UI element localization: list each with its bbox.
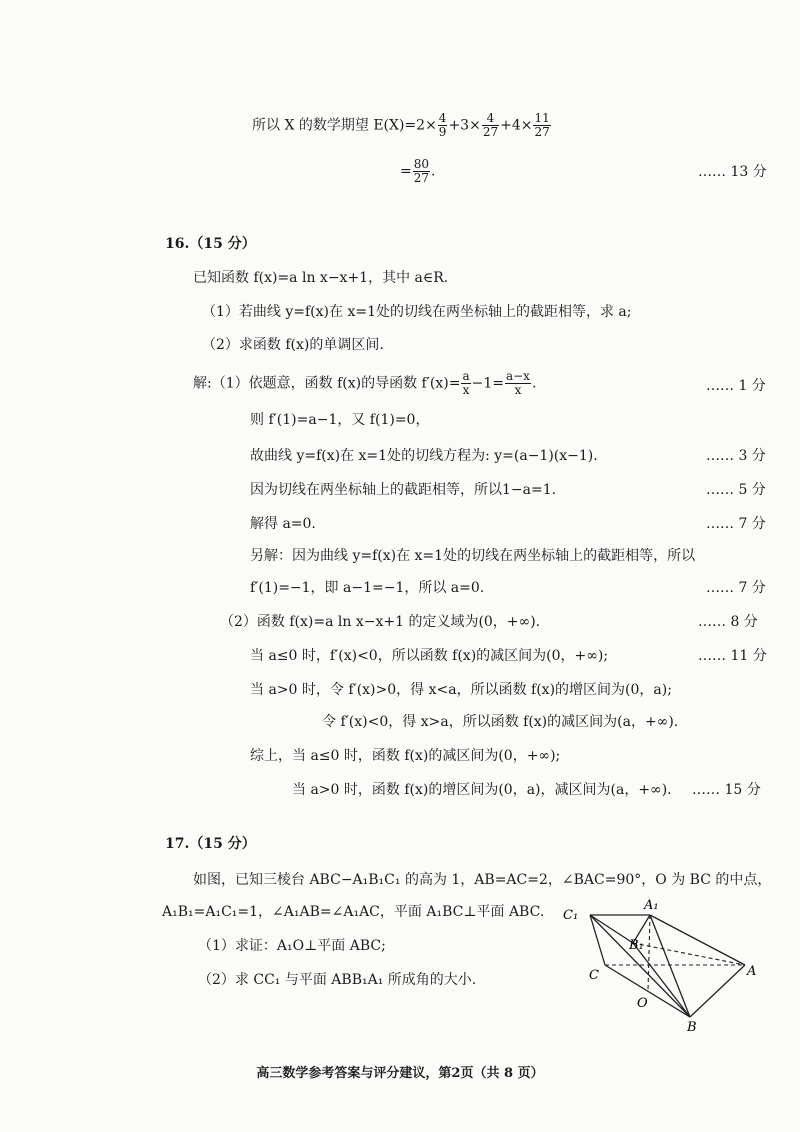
q16-stem: 已知函数 f(x)=a ln x−x+1，其中 a∈R.	[193, 270, 449, 286]
q16-p2-line3: 当 a>0 时，令 f′(x)>0，得 x<a，所以函数 f(x)的增区间为(0，a);	[250, 682, 672, 698]
q16-p2-line6: 当 a>0 时，函数 f(x)的增区间为(0，a)，减区间为(a，+∞).	[292, 782, 672, 798]
fraction: $\frac{4}{27}$	[482, 111, 499, 139]
label-C1: C₁	[563, 908, 579, 923]
label-C: C	[589, 968, 599, 983]
expectation-line: 所以 X 的数学期望 E(X)=2× $\frac{4}{9}$ +3× $\frac{4}{27}$ +4× $\frac{11}{27}$	[252, 111, 550, 139]
q16-p2-line1: （2）函数 f(x)=a ln x−x+1 的定义域为(0，+∞).	[220, 614, 541, 630]
q16-part2: （2）求函数 f(x)的单调区间.	[202, 337, 384, 353]
score-5: …… 5 分	[706, 482, 766, 498]
page-footer: 高三数学参考答案与评分建议，第2页（共 8 页）	[256, 1066, 544, 1081]
score-11: …… 11 分	[698, 648, 767, 664]
fraction: $\frac{a-x}{x}$	[505, 369, 530, 397]
q16-line3: 故曲线 y=f(x)在 x=1处的切线方程为: y=(a−1)(x−1).	[250, 448, 598, 464]
q17-part2: （2）求 CC₁ 与平面 ABB₁A₁ 所成角的大小.	[198, 972, 477, 988]
q16-line5: 解得 a=0.	[250, 516, 316, 532]
q16-line4: 因为切线在两坐标轴上的截距相等，所以1−a=1.	[250, 482, 557, 498]
score-1: …… 1 分	[706, 378, 766, 394]
score-13: …… 13 分	[698, 164, 767, 180]
expectation-result: = $\frac{80}{27}$ .	[400, 157, 436, 185]
q16-line2: 则 f′(1)=a−1，又 f(1)=0，	[250, 412, 430, 428]
score-7b: …… 7 分	[706, 580, 766, 596]
q16-solution-first: 解:（1）依题意，函数 f(x)的导函数 f′(x)= $\frac{a}{x}$ −1= $\frac{a-x}{x}$ .	[193, 369, 537, 397]
q16-heading: 16.（15 分）	[165, 236, 256, 252]
q16-p2-line5: 综上，当 a≤0 时，函数 f(x)的减区间为(0，+∞);	[250, 748, 561, 764]
label-B1: B₁	[629, 938, 644, 953]
label-O: O	[637, 996, 648, 1011]
label-A1: A₁	[644, 898, 659, 913]
score-15: …… 15 分	[692, 782, 761, 798]
q17-stem1: 如图，已知三棱台 ABC−A₁B₁C₁ 的高为 1，AB=AC=2，∠BAC=90°，O 为 BC 的中点，	[193, 872, 772, 888]
frustum-figure	[555, 895, 765, 1035]
fraction: $\frac{11}{27}$	[534, 111, 550, 139]
fraction: $\frac{a}{x}$	[462, 369, 470, 397]
q16-alt1: 另解：因为曲线 y=f(x)在 x=1处的切线在两坐标轴上的截距相等，所以	[250, 548, 696, 564]
label-A: A	[747, 964, 757, 979]
score-3: …… 3 分	[706, 448, 766, 464]
q17-stem2: A₁B₁=A₁C₁=1，∠A₁AB=∠A₁AC，平面 A₁BC⊥平面 ABC.	[162, 904, 545, 920]
q17-part1: （1）求证：A₁O⊥平面 ABC;	[198, 938, 386, 954]
fraction: $\frac{80}{27}$	[413, 157, 430, 185]
q16-p2-line4: 令 f′(x)<0，得 x>a，所以函数 f(x)的减区间为(a，+∞).	[322, 714, 679, 730]
fraction: $\frac{4}{9}$	[438, 111, 447, 139]
label-B: B	[687, 1020, 697, 1035]
q16-p2-line2: 当 a≤0 时，f′(x)<0，所以函数 f(x)的减区间为(0，+∞);	[250, 648, 609, 664]
q16-part1: （1）若曲线 y=f(x)在 x=1处的切线在两坐标轴上的截距相等，求 a;	[202, 304, 632, 320]
score-7a: …… 7 分	[706, 516, 766, 532]
score-8: …… 8 分	[698, 614, 758, 630]
q17-heading: 17.（15 分）	[165, 836, 256, 852]
q16-alt2: f′(1)=−1，即 a−1=−1，所以 a=0.	[250, 580, 485, 596]
